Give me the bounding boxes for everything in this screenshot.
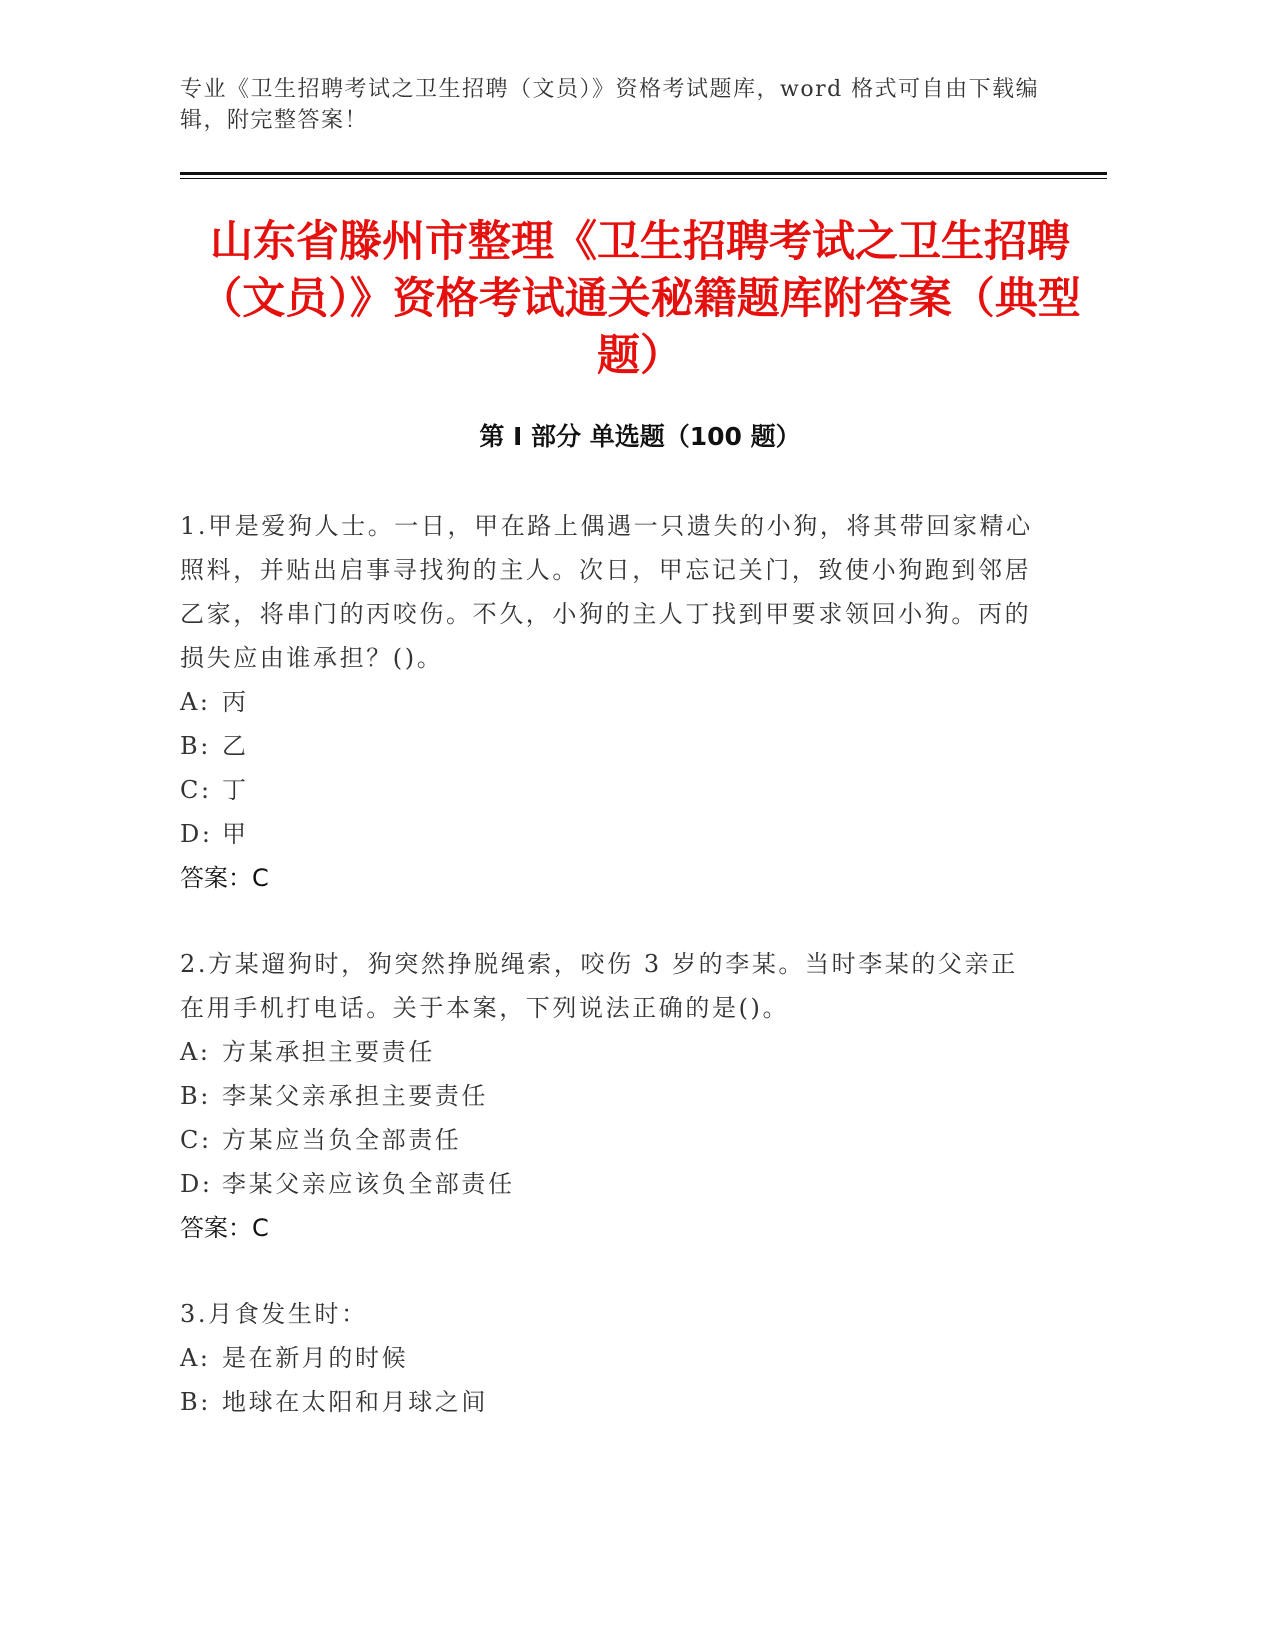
section-title: 第 I 部分 单选题（100 题） [479, 422, 801, 451]
option-text: 甲 [222, 820, 249, 848]
option-letter: B: [180, 732, 211, 760]
option-letter: C: [180, 1126, 212, 1154]
option-text: 丁 [222, 776, 249, 804]
header-divider [180, 172, 1107, 180]
option-c [180, 1118, 1040, 1162]
option-a [180, 680, 1040, 724]
question-1 [180, 504, 1040, 900]
option-c [180, 768, 1040, 812]
option-a [180, 1030, 1040, 1074]
option-letter: A: [180, 688, 211, 716]
header-note: 专业《卫生招聘考试之卫生招聘（文员）》资格考试题库，word 格式可自由下载编辑，附完整答案！ [180, 77, 1040, 133]
option-d [180, 812, 1040, 856]
option-text: 方某应当负全部责任 [222, 1126, 462, 1154]
header-divider-thick [180, 172, 1107, 175]
option-letter: A: [180, 1038, 211, 1066]
header-divider-thin [180, 178, 1107, 179]
option-d [180, 1162, 1040, 1206]
option-letter: D: [180, 820, 213, 848]
option-letter: A: [180, 1344, 211, 1372]
option-a [180, 1336, 1040, 1380]
question-stem: 2.方某遛狗时，狗突然挣脱绳索，咬伤 3 岁的李某。当时李某的父亲正在用手机打电话。关于本案，下列说法正确的是()。 [180, 950, 1018, 1022]
option-letter: D: [180, 1170, 213, 1198]
option-text: 方某承担主要责任 [222, 1038, 435, 1066]
question-stem: 3.月食发生时： [180, 1300, 368, 1328]
option-text: 李某父亲应该负全部责任 [222, 1170, 515, 1198]
option-letter: B: [180, 1388, 211, 1416]
option-b [180, 1074, 1040, 1118]
option-b [180, 724, 1040, 768]
option-text: 是在新月的时候 [222, 1344, 409, 1372]
document-title: 山东省滕州市整理《卫生招聘考试之卫生招聘（文员）》资格考试通关秘籍题库附答案（典型题） [199, 217, 1081, 381]
option-letter: C: [180, 776, 212, 804]
question-2 [180, 942, 1040, 1250]
answer: 答案：C [180, 864, 269, 892]
option-text: 李某父亲承担主要责任 [222, 1082, 488, 1110]
answer: 答案：C [180, 1214, 269, 1242]
option-text: 丙 [222, 688, 249, 716]
question-stem: 1.甲是爱狗人士。一日，甲在路上偶遇一只遗失的小狗，将其带回家精心照料，并贴出启事寻找狗的主人。次日，甲忘记关门，致使小狗跑到邻居乙家，将串门的丙咬伤。不久，小狗的主人丁找到甲要求领回小狗。丙的损失应由谁承担？()。 [180, 512, 1033, 672]
option-text: 乙 [222, 732, 249, 760]
option-b [180, 1380, 1040, 1424]
question-3 [180, 1292, 1040, 1424]
option-letter: B: [180, 1082, 211, 1110]
option-text: 地球在太阳和月球之间 [222, 1388, 488, 1416]
question-list [180, 504, 1040, 1466]
